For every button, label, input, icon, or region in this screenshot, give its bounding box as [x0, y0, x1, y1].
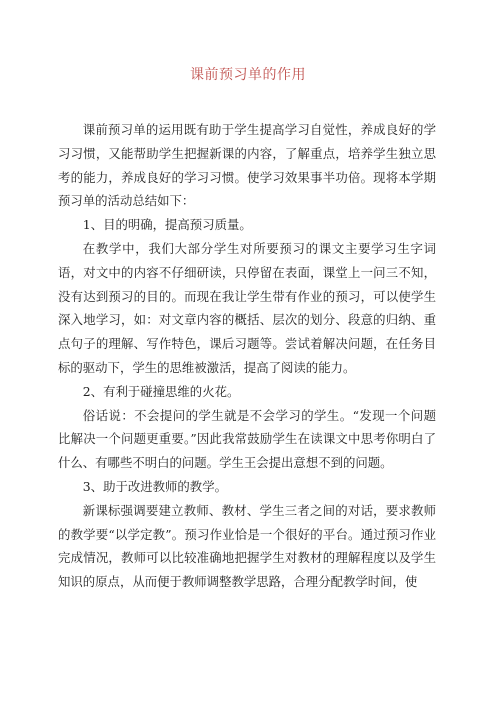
paragraph-section-1: 在教学中，我们大部分学生对所要预习的课文主要学习生字词语，对文中的内容不仔细研读，只停留在表面，课堂上一问三不知，没有达到预习的目的。而现在我让学生带有作业的预习，可以使学生深入地学习，如：对文章内容的概括、层次的划分、段意的归纳、重点句子的理解、写作特色，课后习题等。尝试着解决问题，在任务目标的驱动下，学生的思维被激活，提高了阅读的能力。	[58, 240, 436, 375]
page-title: 课前预习单的作用	[190, 67, 306, 83]
section-heading-1: 1、目的明确，提高预习质量。	[82, 217, 252, 233]
paragraph-intro: 课前预习单的运用既有助于学生提高学习自觉性，养成良好的学习习惯，又能帮助学生把握新课的内容，了解重点，培养学生独立思考的能力，养成良好的学习习惯。使学习效果事半功倍。现将本学期预习单的活动总结如下：	[58, 122, 436, 209]
section-heading-3: 3、助于改进教师的教学。	[82, 478, 227, 494]
paragraph-section-3: 新课标强调要建立教师、教材、学生三者之间的对话，要求教师的教学要“以学定教”。预习作业恰是一个很好的平台。通过预习作业完成情况，教师可以比较准确地把握学生对教材的理解程度以及学生知识的原点，从而便于教师调整教学思路，合理分配教学时间，使	[58, 502, 436, 590]
document-body	[58, 118, 436, 594]
section-heading-2: 2、有利于碰撞思维的火花。	[82, 383, 240, 399]
paragraph-section-2: 俗话说：不会提问的学生就是不会学习的学生。“发现一个问题比解决一个问题更重要。”因此我常鼓励学生在读课文中思考你明白了什么、有哪些不明白的问题。学生王会提出意想不到的问题。	[58, 407, 436, 471]
